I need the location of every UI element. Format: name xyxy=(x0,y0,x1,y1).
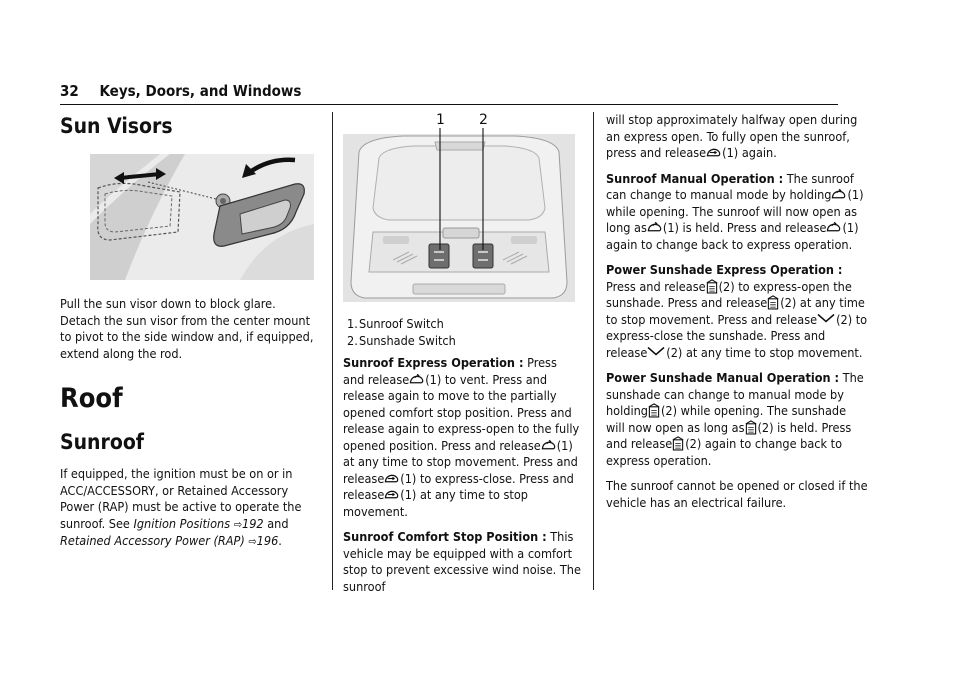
para-text: The sunshade can change to manual mode by holding xyxy=(606,370,864,418)
rap-page[interactable]: 196 xyxy=(256,533,279,548)
sunroof-vent-icon xyxy=(647,221,662,234)
electrical-failure-note: The sunroof cannot be opened or closed if the vehicle has an electrical failure. xyxy=(606,478,868,510)
page-header xyxy=(60,82,301,100)
para-text: (1) again. xyxy=(722,145,777,160)
para-text: (1) at any time to stop movement. xyxy=(343,487,528,519)
legend-label: Sunshade Switch xyxy=(359,332,456,348)
sunroof-close-icon xyxy=(706,146,721,159)
para-text: (1) at any time to stop movement. Press and release xyxy=(343,437,578,486)
figure-legend xyxy=(343,316,581,349)
para-text: Press and release xyxy=(606,278,706,294)
sunshade-manual-paragraph xyxy=(606,370,868,469)
para-text: (2) at any time to stop movement. Press and release xyxy=(606,295,865,327)
sunshade-open-icon xyxy=(672,436,684,451)
sunroof-intro-text: If equipped, the ignition must be on or in ACC/ACCESSORY, or Retained Accessory Power (RAP) must be active to operate the sunroof. See xyxy=(60,466,302,531)
manual-operation-label: Sunroof Manual Operation : xyxy=(606,170,784,186)
sunroof-vent-icon xyxy=(826,221,841,234)
para-text: will stop approximately halfway open during an express open. To fully open the sunroof, press and release xyxy=(606,112,858,160)
ignition-positions-page[interactable]: 192 xyxy=(242,515,264,531)
para-text: This vehicle may be equipped with a comfort stop to prevent excessive wind noise. The sunroof xyxy=(343,529,581,594)
page-number: 32 xyxy=(60,82,79,100)
sunroof-vent-icon xyxy=(541,439,556,452)
page-ref-arrow-icon: ⇨ xyxy=(233,517,243,531)
sunshade-close-icon xyxy=(817,313,835,323)
para-text: (2) at any time to stop movement. xyxy=(666,344,863,360)
sunroof-vent-icon xyxy=(831,188,846,201)
rap-link[interactable]: Retained Accessory Power (RAP) xyxy=(60,533,245,548)
and-text: and xyxy=(263,515,289,531)
callout-2: 2 xyxy=(479,112,488,128)
legend-item xyxy=(343,316,581,333)
sunshade-open-icon xyxy=(706,279,718,294)
column-divider-right xyxy=(593,112,594,590)
para-text: (1) again to change back to express operation. xyxy=(606,220,859,252)
sunshade-manual-label: Power Sunshade Manual Operation : xyxy=(606,370,840,385)
sunroof-intro: If equipped, the ignition must be on or in ACC/ACCESSORY, or Retained Accessory Power (RAP) must be active to operate the sunroof. See Ignition Positions ⇨192 and Retained Accessory Power (RAP) ⇨196. xyxy=(60,466,302,548)
sunshade-open-icon xyxy=(648,403,660,418)
column-3 xyxy=(606,112,868,511)
comfort-stop-paragraph xyxy=(343,529,581,595)
comfort-stop-continued xyxy=(606,112,868,162)
sunroof-vent-icon xyxy=(409,373,424,386)
sunroof-close-icon xyxy=(384,472,399,485)
sunroof-express-paragraph xyxy=(343,355,581,520)
para-text: Press and release xyxy=(343,355,557,387)
sunshade-express-label: Power Sunshade Express Operation : xyxy=(606,262,843,277)
header-rule xyxy=(60,104,838,105)
sunroof-close-icon xyxy=(384,488,399,501)
para-text: (2) is held. Press and release xyxy=(606,419,852,451)
legend-label: Sunroof Switch xyxy=(359,316,444,331)
sun-visors-body: Pull the sun visor down to block glare. Detach the sun visor from the center mount to pivot to the side window and, if equipped, extend along the rod. xyxy=(60,296,314,361)
legend-num: 2. xyxy=(347,332,358,348)
para-text: (1) to vent. Press and release again to move to the partially opened comfort stop position. Press and release again to express-open to the fully opened position. Press and release xyxy=(343,371,580,453)
para-text: (1) while opening. The sunroof will now open as long as xyxy=(606,187,864,235)
sun-visor-figure xyxy=(90,154,314,280)
column-1 xyxy=(60,112,318,551)
sunshade-close-icon xyxy=(647,346,665,356)
para-text: (2) again to change back to express operation. xyxy=(606,436,843,468)
chapter-title: Keys, Doors, and Windows xyxy=(99,82,302,100)
para-text: (2) to express-open the sunshade. Press and release xyxy=(606,278,852,310)
callout-1: 1 xyxy=(436,112,445,128)
overhead-console-figure xyxy=(343,112,575,302)
sunroof-express-label: Sunroof Express Operation : xyxy=(343,355,524,370)
legend-num: 1. xyxy=(347,316,358,331)
para-text: The sunroof can change to manual mode by holding xyxy=(606,170,854,202)
sunshade-express-paragraph xyxy=(606,262,868,361)
sunshade-open-icon xyxy=(745,420,757,435)
roof-heading: Roof xyxy=(60,383,123,414)
page-ref-arrow-icon: ⇨ xyxy=(248,535,257,548)
column-2 xyxy=(343,112,581,595)
comfort-stop-label: Sunroof Comfort Stop Position : xyxy=(343,529,547,544)
sunroof-heading: Sunroof xyxy=(60,430,145,454)
para-text: (2) while opening. The sunshade will now open as long as xyxy=(606,403,847,435)
manual-operation-paragraph xyxy=(606,171,868,254)
para-text: (1) to express-close. Press and release xyxy=(343,470,574,502)
legend-item xyxy=(343,333,581,350)
column-divider-left xyxy=(332,112,333,590)
para-text: (2) to express-close the sunshade. Press and release xyxy=(606,311,868,360)
para-text: (1) is held. Press and release xyxy=(662,220,827,235)
sunshade-open-icon xyxy=(767,295,779,310)
sun-visors-heading: Sun Visors xyxy=(60,114,173,138)
ignition-positions-link[interactable]: Ignition Positions xyxy=(133,515,231,531)
